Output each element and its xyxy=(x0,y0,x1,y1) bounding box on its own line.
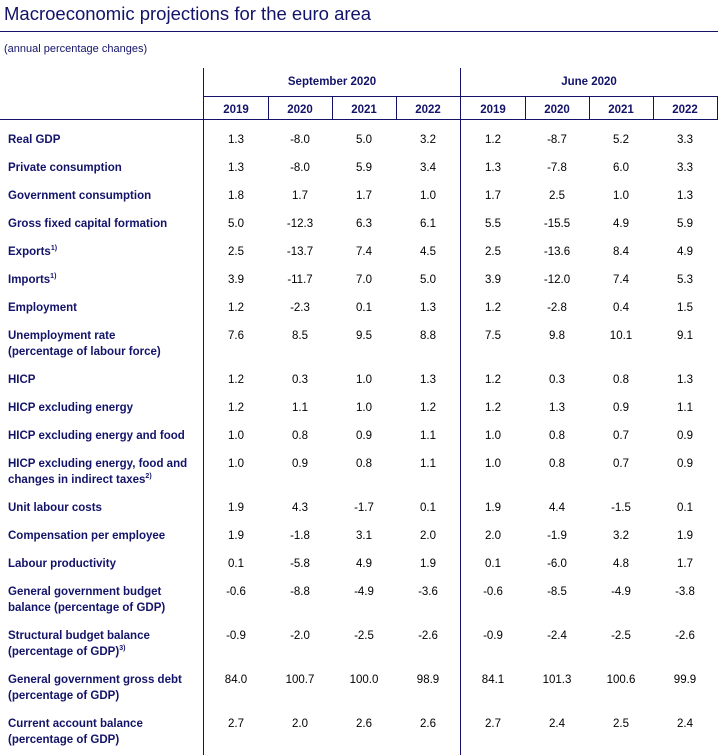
row-label-line: (percentage of GDP) xyxy=(8,734,120,746)
table-cell: 7.0 xyxy=(356,274,372,286)
table-cell: 1.2 xyxy=(485,374,501,386)
table-cell: -15.5 xyxy=(543,218,571,230)
table-cell: -2.5 xyxy=(354,630,374,642)
table-cell: 99.9 xyxy=(673,674,697,686)
table-cell: 1.5 xyxy=(677,302,693,314)
year-header-divider-right xyxy=(717,96,718,120)
table-cell: 8.4 xyxy=(613,246,629,258)
year-header: 2020 xyxy=(544,104,570,116)
table-cell: 1.0 xyxy=(420,190,436,202)
table-cell: -8.0 xyxy=(290,162,310,174)
table-cell: 1.2 xyxy=(228,302,244,314)
table-cell: 0.7 xyxy=(613,458,629,470)
row-label xyxy=(8,272,203,288)
table-cell: 1.0 xyxy=(356,374,372,386)
table-cell: 7.5 xyxy=(485,330,501,342)
row-label xyxy=(8,500,203,516)
table-cell: -7.8 xyxy=(547,162,567,174)
row-label-line: Private consumption xyxy=(8,162,122,174)
table-cell: 84.1 xyxy=(481,674,505,686)
table-cell: 2.6 xyxy=(356,718,372,730)
year-header: 2022 xyxy=(672,104,698,116)
year-header-divider xyxy=(268,96,269,120)
table-cell: 1.2 xyxy=(228,402,244,414)
table-cell: 0.4 xyxy=(613,302,629,314)
table-cell: 4.3 xyxy=(292,502,308,514)
table-cell: 9.5 xyxy=(356,330,372,342)
table-cell: -2.5 xyxy=(611,630,631,642)
row-label-line: Real GDP xyxy=(8,134,61,146)
column-rule-group-divider xyxy=(460,68,461,755)
row-label-line: Current account balance xyxy=(8,718,143,730)
table-cell: 5.0 xyxy=(420,274,436,286)
table-title: Macroeconomic projections for the euro area xyxy=(4,3,372,24)
table-cell: 0.8 xyxy=(613,374,629,386)
table-cell: 1.3 xyxy=(549,402,565,414)
row-label-line: Unit labour costs xyxy=(8,502,102,514)
row-label xyxy=(8,628,203,660)
column-rule-left xyxy=(203,68,204,755)
table-cell: 84.0 xyxy=(224,674,248,686)
table-cell: 6.3 xyxy=(356,218,372,230)
row-label-line: Compensation per employee xyxy=(8,530,166,542)
table-cell: 5.0 xyxy=(356,134,372,146)
table-cell: 1.0 xyxy=(485,458,501,470)
group-header-june-2020: June 2020 xyxy=(561,76,617,88)
table-cell: 0.8 xyxy=(549,430,565,442)
row-label-line: HICP xyxy=(8,374,36,386)
table-cell: 2.6 xyxy=(420,718,436,730)
table-cell: -0.6 xyxy=(226,586,246,598)
table-cell: 1.9 xyxy=(420,558,436,570)
table-cell: 2.5 xyxy=(485,246,501,258)
footnote-marker: 3) xyxy=(119,645,126,652)
table-cell: 1.2 xyxy=(485,134,501,146)
table-cell: 8.5 xyxy=(292,330,308,342)
table-cell: 1.7 xyxy=(292,190,308,202)
table-cell: 1.2 xyxy=(228,374,244,386)
title-rule xyxy=(0,31,718,32)
table-cell: 3.9 xyxy=(485,274,501,286)
table-cell: 101.3 xyxy=(542,674,572,686)
table-cell: -2.4 xyxy=(547,630,567,642)
table-cell: 1.2 xyxy=(485,302,501,314)
table-cell: 1.3 xyxy=(228,134,244,146)
table-cell: 4.5 xyxy=(420,246,436,258)
table-cell: 1.0 xyxy=(228,458,244,470)
row-label xyxy=(8,328,203,360)
table-cell: 1.2 xyxy=(485,402,501,414)
table-cell: -5.8 xyxy=(290,558,310,570)
table-cell: -13.6 xyxy=(543,246,571,258)
table-cell: 1.9 xyxy=(228,502,244,514)
table-cell: 2.5 xyxy=(228,246,244,258)
table-cell: 0.7 xyxy=(613,430,629,442)
table-cell: -1.5 xyxy=(611,502,631,514)
table-cell: 1.9 xyxy=(485,502,501,514)
table-cell: 0.9 xyxy=(613,402,629,414)
table-cell: 7.4 xyxy=(613,274,629,286)
table-cell: 1.8 xyxy=(228,190,244,202)
table-cell: -2.8 xyxy=(547,302,567,314)
table-cell: -8.0 xyxy=(290,134,310,146)
year-header: 2021 xyxy=(351,104,377,116)
row-label-line: Labour productivity xyxy=(8,558,116,570)
table-cell: 5.3 xyxy=(677,274,693,286)
table-cell: 5.0 xyxy=(228,218,244,230)
row-label-line: Employment xyxy=(8,302,78,314)
table-cell: 1.7 xyxy=(356,190,372,202)
table-cell: 0.3 xyxy=(292,374,308,386)
table-cell: 1.1 xyxy=(677,402,693,414)
year-header: 2020 xyxy=(287,104,313,116)
table-cell: 0.1 xyxy=(356,302,372,314)
table-cell: 3.4 xyxy=(420,162,436,174)
table-cell: -11.7 xyxy=(287,274,313,286)
table-cell: 5.9 xyxy=(356,162,372,174)
row-label-line: Gross fixed capital formation xyxy=(8,218,168,230)
table-cell: 6.0 xyxy=(613,162,629,174)
table-cell: -3.6 xyxy=(418,586,438,598)
table-cell: -6.0 xyxy=(547,558,567,570)
row-label xyxy=(8,216,203,232)
footnote-marker: 1) xyxy=(50,245,58,252)
year-header-divider xyxy=(396,96,397,120)
row-label-line: (percentage of GDP) xyxy=(8,690,120,702)
table-cell: 0.3 xyxy=(549,374,565,386)
row-label-line: (percentage of GDP) xyxy=(8,646,120,658)
table-cell: 100.6 xyxy=(606,674,636,686)
table-cell: 1.3 xyxy=(677,374,693,386)
table-cell: 3.2 xyxy=(613,530,629,542)
table-cell: 4.9 xyxy=(677,246,693,258)
table-cell: 1.1 xyxy=(292,402,308,414)
table-cell: -2.6 xyxy=(675,630,695,642)
table-cell: 4.9 xyxy=(613,218,629,230)
table-cell: 2.4 xyxy=(549,718,565,730)
table-cell: -2.0 xyxy=(290,630,310,642)
year-header: 2021 xyxy=(608,104,634,116)
table-cell: -2.3 xyxy=(290,302,310,314)
row-label xyxy=(8,160,203,176)
row-label xyxy=(8,428,203,444)
table-cell: 0.9 xyxy=(356,430,372,442)
table-cell: 2.0 xyxy=(420,530,436,542)
row-label-line: Imports xyxy=(8,274,51,286)
row-label xyxy=(8,584,203,616)
table-cell: -1.9 xyxy=(547,530,567,542)
footnote-marker: 1) xyxy=(50,273,57,280)
row-label xyxy=(8,556,203,572)
table-cell: 0.8 xyxy=(356,458,372,470)
row-label xyxy=(8,132,203,148)
table-cell: 1.1 xyxy=(420,430,436,442)
row-label-line: Structural budget balance xyxy=(8,630,150,642)
row-label xyxy=(8,528,203,544)
row-label-line: General government budget xyxy=(8,586,162,598)
table-cell: -12.3 xyxy=(286,218,314,230)
row-label xyxy=(8,188,203,204)
row-label xyxy=(8,300,203,316)
table-cell: 1.3 xyxy=(420,374,436,386)
table-cell: 3.9 xyxy=(228,274,244,286)
table-cell: 0.9 xyxy=(292,458,308,470)
row-label-line: Unemployment rate xyxy=(8,330,116,342)
table-cell: 2.5 xyxy=(613,718,629,730)
table-cell: -0.9 xyxy=(226,630,246,642)
table-cell: 6.1 xyxy=(420,218,436,230)
year-header-divider xyxy=(589,96,590,120)
table-cell: 3.3 xyxy=(677,162,693,174)
table-cell: 2.4 xyxy=(677,718,693,730)
table-cell: 0.1 xyxy=(677,502,693,514)
table-cell: 4.4 xyxy=(549,502,565,514)
table-cell: -4.9 xyxy=(611,586,631,598)
row-label-line: HICP excluding energy, food and xyxy=(8,458,188,470)
row-label-line: changes in indirect taxes xyxy=(8,474,146,486)
year-header: 2019 xyxy=(223,104,249,116)
row-label-line: (percentage of labour force) xyxy=(8,346,161,358)
table-cell: 1.0 xyxy=(485,430,501,442)
table-cell: 1.9 xyxy=(228,530,244,542)
table-cell: -0.6 xyxy=(483,586,503,598)
table-cell: 2.7 xyxy=(485,718,501,730)
row-label xyxy=(8,672,203,704)
table-cell: 98.9 xyxy=(416,674,440,686)
table-cell: 1.3 xyxy=(485,162,501,174)
table-cell: 0.8 xyxy=(549,458,565,470)
table-cell: 9.8 xyxy=(549,330,565,342)
table-cell: 2.7 xyxy=(228,718,244,730)
table-cell: 1.9 xyxy=(677,530,693,542)
table-cell: 4.8 xyxy=(613,558,629,570)
row-label xyxy=(8,716,203,748)
table-cell: 7.6 xyxy=(228,330,244,342)
table-cell: 0.9 xyxy=(677,430,693,442)
table-cell: 2.0 xyxy=(485,530,501,542)
table-cell: 1.3 xyxy=(420,302,436,314)
table-cell: 3.3 xyxy=(677,134,693,146)
table-cell: -12.0 xyxy=(543,274,571,286)
table-cell: 1.0 xyxy=(356,402,372,414)
table-cell: -8.7 xyxy=(547,134,567,146)
row-label xyxy=(8,372,203,388)
table-cell: -8.8 xyxy=(290,586,310,598)
row-label xyxy=(8,456,203,488)
table-cell: 0.9 xyxy=(677,458,693,470)
table-cell: 5.2 xyxy=(613,134,629,146)
table-cell: -3.8 xyxy=(675,586,695,598)
table-cell: 0.1 xyxy=(485,558,501,570)
group-header-rule xyxy=(461,96,717,97)
year-header-divider xyxy=(653,96,654,120)
group-header-rule xyxy=(204,96,460,97)
table-cell: 10.1 xyxy=(609,330,633,342)
table-cell: 1.1 xyxy=(420,458,436,470)
table-cell: 1.0 xyxy=(228,430,244,442)
table-cell: 1.7 xyxy=(485,190,501,202)
table-cell: -1.7 xyxy=(354,502,374,514)
table-cell: 3.1 xyxy=(356,530,372,542)
table-cell: 8.8 xyxy=(420,330,436,342)
row-label xyxy=(8,400,203,416)
table-cell: 1.2 xyxy=(420,402,436,414)
table-cell: 7.4 xyxy=(356,246,372,258)
table-subtitle: (annual percentage changes) xyxy=(4,43,148,55)
table-cell: 0.1 xyxy=(420,502,436,514)
year-header-divider xyxy=(332,96,333,120)
table-cell: 2.5 xyxy=(549,190,565,202)
group-header-september-2020: September 2020 xyxy=(287,76,377,88)
table-cell: 1.3 xyxy=(677,190,693,202)
year-header: 2022 xyxy=(415,104,441,116)
table-cell: 3.2 xyxy=(420,134,436,146)
table-cell: 2.0 xyxy=(292,718,308,730)
table-cell: 4.9 xyxy=(356,558,372,570)
row-label-line: HICP excluding energy xyxy=(8,402,134,414)
table-cell: -1.8 xyxy=(290,530,310,542)
row-label-line: General government gross debt xyxy=(8,674,182,686)
table-cell: -2.6 xyxy=(418,630,438,642)
row-label xyxy=(8,244,203,260)
year-header-divider xyxy=(525,96,526,120)
row-label-line: Government consumption xyxy=(8,190,152,202)
table-cell: -8.5 xyxy=(547,586,567,598)
year-header: 2019 xyxy=(480,104,506,116)
table-cell: 5.5 xyxy=(485,218,501,230)
table-cell: -13.7 xyxy=(286,246,314,258)
table-cell: 1.0 xyxy=(613,190,629,202)
table-cell: 9.1 xyxy=(677,330,693,342)
table-cell: 1.3 xyxy=(228,162,244,174)
row-label-line: balance (percentage of GDP) xyxy=(8,602,166,614)
table-cell: 5.9 xyxy=(677,218,693,230)
table-cell: -0.9 xyxy=(483,630,503,642)
table-cell: -4.9 xyxy=(354,586,374,598)
table-cell: 100.0 xyxy=(349,674,379,686)
table-cell: 0.1 xyxy=(228,558,244,570)
table-cell: 0.8 xyxy=(292,430,308,442)
row-label-line: HICP excluding energy and food xyxy=(8,430,185,442)
table-cell: 1.7 xyxy=(677,558,693,570)
footnote-marker: 2) xyxy=(145,473,152,480)
header-bottom-rule xyxy=(0,119,718,120)
row-label-line: Exports xyxy=(8,246,51,258)
table-cell: 100.7 xyxy=(285,674,315,686)
